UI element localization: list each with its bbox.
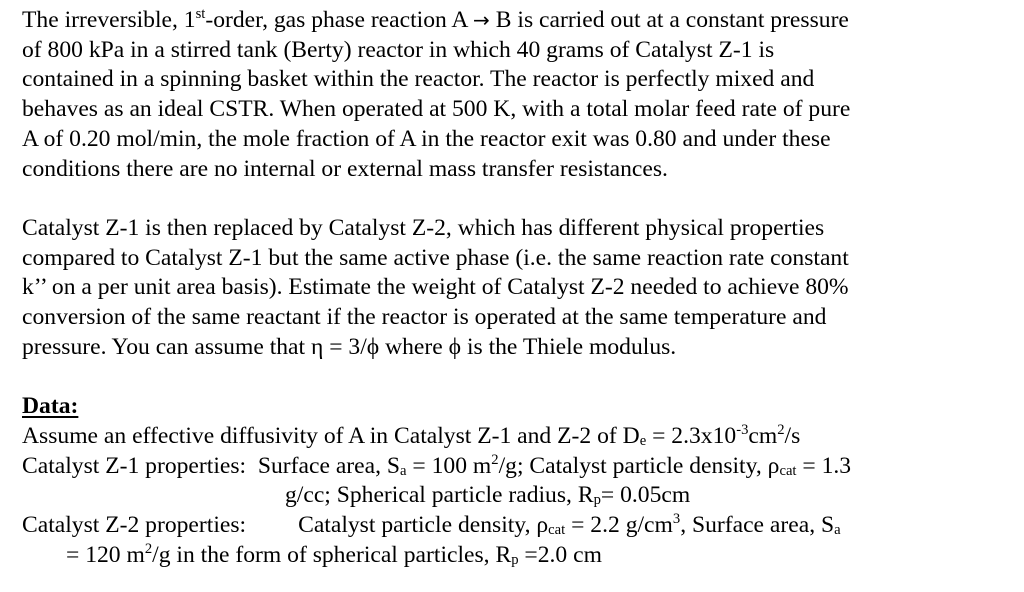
text-line: conversion of the same reactant if the reactor is operated at the same temperature and	[22, 304, 827, 331]
problem-statement-paragraph	[22, 6, 1012, 184]
text-line: The irreversible, 1st-order, gas phase reaction A → B is carried out at a constant pressure	[22, 5, 849, 33]
paragraph-gap	[22, 184, 1012, 214]
catalyst-z2-properties-line: Catalyst Z-2 properties: Catalyst particle density, $\rho_{cat} = 2.2$ $g/cm^3$, Surface area, $S_a$	[22, 510, 841, 539]
right-arrow-icon: →	[473, 8, 490, 32]
diffusivity-line: Assume an effective diffusivity of A in Catalyst Z-1 and Z-2 of $D_e = 2.3x10^{-3}cm^2/s$	[22, 421, 801, 449]
text-line: of 800 kPa in a stirred tank (Berty) reactor in which 40 grams of Catalyst Z-1 is	[22, 36, 775, 63]
task-paragraph	[22, 214, 1012, 363]
catalyst-z2-label: Catalyst Z-2 properties:	[22, 511, 247, 538]
text-line: conditions there are no internal or external mass transfer resistances.	[22, 155, 668, 182]
catalyst-z1-properties-continued: g/cc; Spherical particle radius, $R_p= 0.05cm$	[285, 482, 691, 509]
catalyst-z2-properties-continued: = 120 $m^2/g$ in the form of spherical particles, $R_p =2.0$ cm	[66, 540, 602, 568]
catalyst-z1-label: Catalyst Z-1 properties:	[22, 452, 247, 479]
catalyst-z1-properties-line: Catalyst Z-1 properties: Surface area, $S_a = 100$ $m^2/g$; Catalyst particle density, $\rho_{cat} = 1.3$	[22, 451, 852, 479]
text-line: k’’ on a per unit area basis). Estimate the weight of Catalyst Z-2 needed to achieve 80%	[22, 274, 849, 301]
text-line: compared to Catalyst Z-1 but the same active phase (i.e. the same reaction rate constant	[22, 244, 849, 271]
data-section	[22, 392, 1012, 570]
document-page	[22, 6, 1012, 570]
data-heading: Data:	[22, 393, 79, 420]
text-line: Catalyst Z-1 is then replaced by Catalyst Z-2, which has different physical properties	[22, 214, 825, 241]
text-line: behaves as an ideal CSTR. When operated at 500 K, with a total molar feed rate of pure	[22, 96, 851, 123]
text-line: pressure. You can assume that η = 3/ϕ where ϕ is the Thiele modulus.	[22, 333, 677, 360]
text-line: contained in a spinning basket within the reactor. The reactor is perfectly mixed and	[22, 66, 815, 93]
paragraph-gap	[22, 362, 1012, 392]
text-line: A of 0.20 mol/min, the mole fraction of A in the reactor exit was 0.80 and under these	[22, 125, 831, 152]
